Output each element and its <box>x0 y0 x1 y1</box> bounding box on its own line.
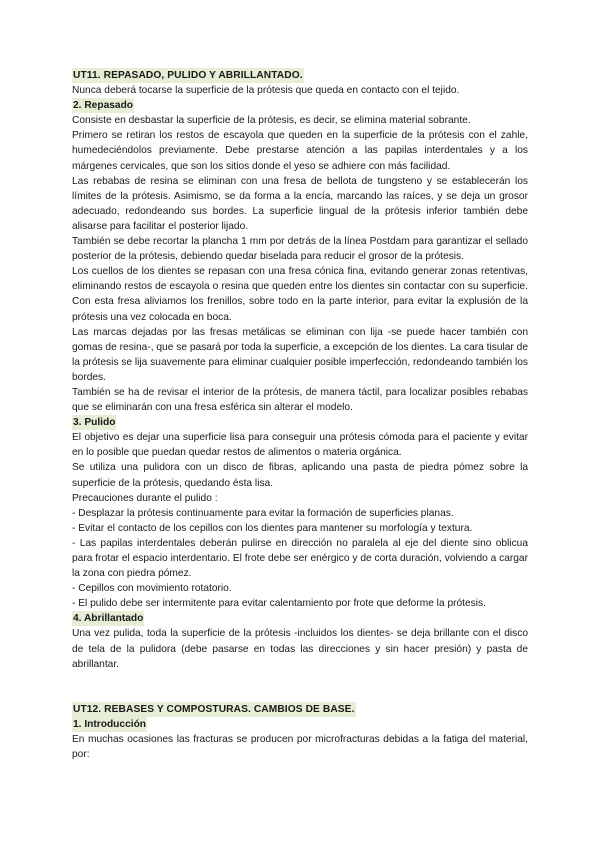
section-introduccion-heading-text: 1. Introducción <box>72 717 147 732</box>
section-spacer <box>72 672 528 702</box>
list-item: - El pulido debe ser intermitente para evitar calentamiento por frote que deforme la prótesis. <box>72 598 486 610</box>
section-repasado-heading-text: 2. Repasado <box>72 98 134 113</box>
paragraph: Primero se retiran los restos de escayola que queden en la superficie de la prótesis con el zahle, humedeciéndolos previamente. Debe prestarse atención a las papilas interdentales y a los márgenes cervicales, que son los sitios donde el yeso se adhiere con más facilidad. <box>72 130 528 172</box>
section-repasado-heading <box>72 98 528 113</box>
paragraph: También se ha de revisar el interior de la prótesis, de manera táctil, para localizar posibles rebabas que se eliminarán con una fresa esférica sin alterar el modelo. <box>72 386 528 414</box>
paragraph: El objetivo es dejar una superficie lisa para conseguir una prótesis cómoda para el paciente y evitar en lo posible que puedan quedar restos de alimentos o materia orgánica. <box>72 432 528 459</box>
unit-11-title-text: UT11. REPASADO, PULIDO Y ABRILLANTADO. <box>72 68 304 83</box>
paragraph: Los cuellos de los dientes se repasan con una fresa cónica fina, evitando generar zonas retentivas, eliminando restos de escayola o resina que queden entre los dientes sin contactar con su superficie. Con esta fresa aliviamos los frenillos, sobre todo en la parte interior, para evitar la explusión de la prótesis una vez colocada en boca. <box>72 266 528 323</box>
document-page <box>72 68 528 762</box>
paragraph: En muchas ocasiones las fracturas se producen por microfracturas debidas a la fatiga del material, por: <box>72 733 528 761</box>
section-abrillantado-heading-text: 4. Abrillantado <box>72 611 144 626</box>
unit-11-title <box>72 68 528 83</box>
unit-11-intro: Nunca deberá tocarse la superficie de la prótesis que queda en contacto con el tejido. <box>72 85 460 97</box>
unit-12-title <box>72 702 528 717</box>
list-item: - Desplazar la prótesis continuamente para evitar la formación de superficies planas. <box>72 507 454 519</box>
section-pulido-heading-text: 3. Pulido <box>72 415 116 430</box>
section-pulido-heading <box>72 415 528 430</box>
list-item: - Evitar el contacto de los cepillos con los dientes para mantener su morfología y textura. <box>72 522 473 534</box>
unit-12-title-text: UT12. REBASES Y COMPOSTURAS. CAMBIOS DE BASE. <box>72 702 356 717</box>
list-item: - Cepillos con movimiento rotatorio. <box>72 583 232 595</box>
paragraph: Una vez pulida, toda la superficie de la prótesis -incluidos los dientes- se deja brillante con el disco de tela de la pulidora (debe pasarse en todas las direcciones y sin hacer presión) y pasta de abrillantar. <box>72 628 528 670</box>
paragraph: Precauciones durante el pulido : <box>72 492 218 504</box>
section-abrillantado-heading <box>72 611 528 626</box>
paragraph: Se utiliza una pulidora con un disco de fibras, aplicando una pasta de piedra pómez sobre la superficie de la prótesis, quedando ésta lisa. <box>72 462 528 489</box>
list-item: - Las papilas interdentales deberán pulirse en dirección no paralela al eje del diente sino oblicua para frotar el espacio interdentario. El frote debe ser enérgico y de corta duración, volviendo a cargar la zona con piedra pómez. <box>72 537 528 580</box>
paragraph: Las marcas dejadas por las fresas metálicas se eliminan con lija -se puede hacer también con gomas de resina-, que se pasará por toda la superficie, a excepción de los dientes. La cara tisular de la prótesis se lija suavemente para eliminar cualquier posible imperfección, redondeando también los bordes. <box>72 326 528 383</box>
paragraph: También se debe recortar la plancha 1 mm por detrás de la línea Postdam para garantizar el sellado posterior de la prótesis, debiendo quedar biselada para reducir el grosor de la prótesis. <box>72 236 528 263</box>
paragraph: Consiste en desbastar la superficie de la prótesis, es decir, se elimina material sobrante. <box>72 115 471 127</box>
section-introduccion-heading <box>72 717 528 732</box>
paragraph: Las rebabas de resina se eliminan con una fresa de bellota de tungsteno y se establecerán los límites de la prótesis. Asimismo, se da forma a la encía, marcando las raíces, y se deja un grosor adecuado, redondeando sus bordes. La superficie lingual de la prótesis inferior también debe alisarse para facilitar el posterior lijado. <box>72 175 528 232</box>
